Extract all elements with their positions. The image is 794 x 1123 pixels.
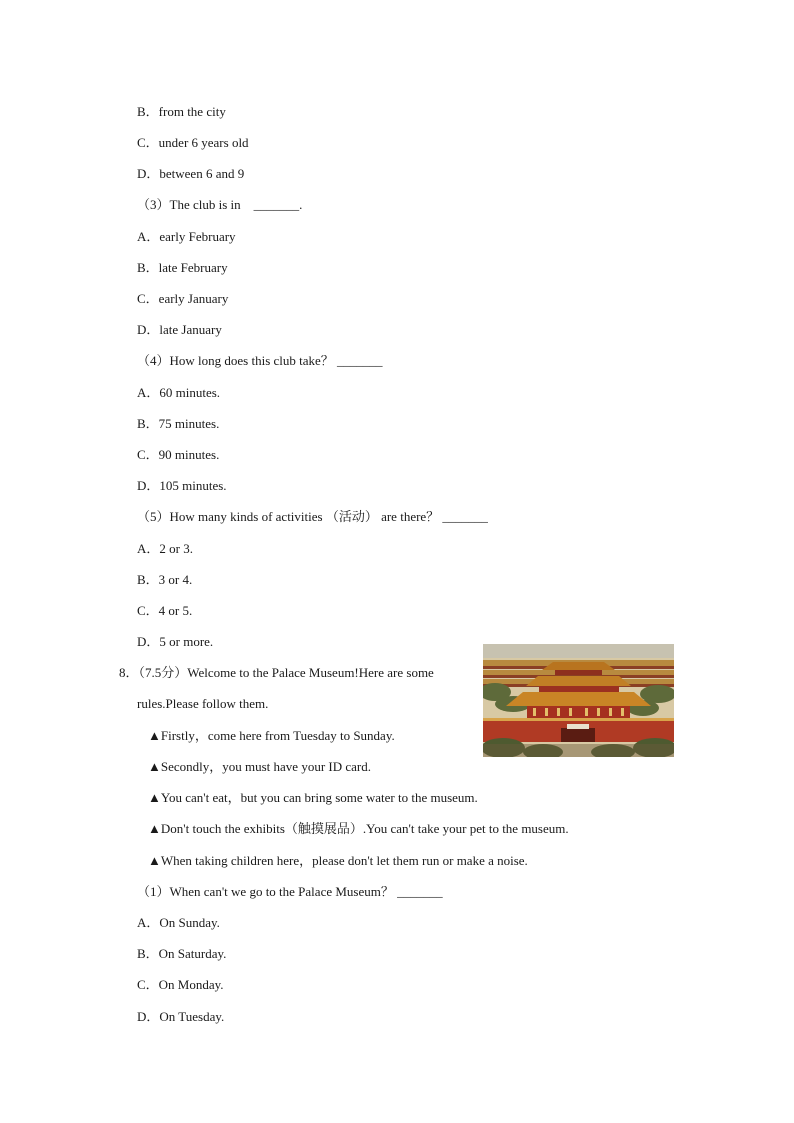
option-c: C．early January — [137, 291, 229, 306]
passage-intro: 8．（7.5分）Welcome to the Palace Museum!Here are some — [119, 665, 434, 680]
rule-item: ▲Don't touch the exhibits（触摸展品）.You can't take your pet to the museum. — [148, 821, 569, 836]
rule-item: ▲Secondly，you must have your ID card. — [148, 759, 371, 774]
question-4: （4）How long does this club take？ _______ — [137, 353, 383, 368]
option-a: A．2 or 3. — [137, 541, 193, 556]
option-a: A．On Sunday. — [137, 915, 220, 930]
rule-item: ▲Firstly，come here from Tuesday to Sunday. — [148, 728, 395, 743]
palace-illustration — [483, 644, 674, 757]
option-a: A．60 minutes. — [137, 385, 221, 400]
option-b: B．from the city — [137, 104, 226, 119]
rule-item: ▲You can't eat，but you can bring some water to the museum. — [148, 790, 478, 805]
option-a: A．early February — [137, 229, 236, 244]
rule-item: ▲When taking children here，please don't let them run or make a noise. — [148, 853, 528, 868]
option-c: C．under 6 years old — [137, 135, 249, 150]
option-b: B．75 minutes. — [137, 416, 220, 431]
question-1: （1）When can't we go to the Palace Museum？ _______ — [137, 884, 443, 899]
option-c: C．4 or 5. — [137, 603, 193, 618]
option-d: D．between 6 and 9 — [137, 166, 245, 181]
option-d: D．late January — [137, 322, 222, 337]
option-b: B．On Saturday. — [137, 946, 227, 961]
option-d: D．On Tuesday. — [137, 1009, 225, 1024]
palace-museum-photo — [483, 644, 674, 757]
option-b: B．late February — [137, 260, 228, 275]
option-c: C．90 minutes. — [137, 447, 220, 462]
option-d: D．105 minutes. — [137, 478, 227, 493]
option-c: C．On Monday. — [137, 977, 224, 992]
question-5: （5）How many kinds of activities （活动） are there？ _______ — [137, 509, 488, 524]
option-b: B．3 or 4. — [137, 572, 193, 587]
question-3: （3）The club is in _______. — [137, 197, 303, 212]
passage-intro-cont: rules.Please follow them. — [137, 696, 269, 711]
option-d: D．5 or more. — [137, 634, 214, 649]
